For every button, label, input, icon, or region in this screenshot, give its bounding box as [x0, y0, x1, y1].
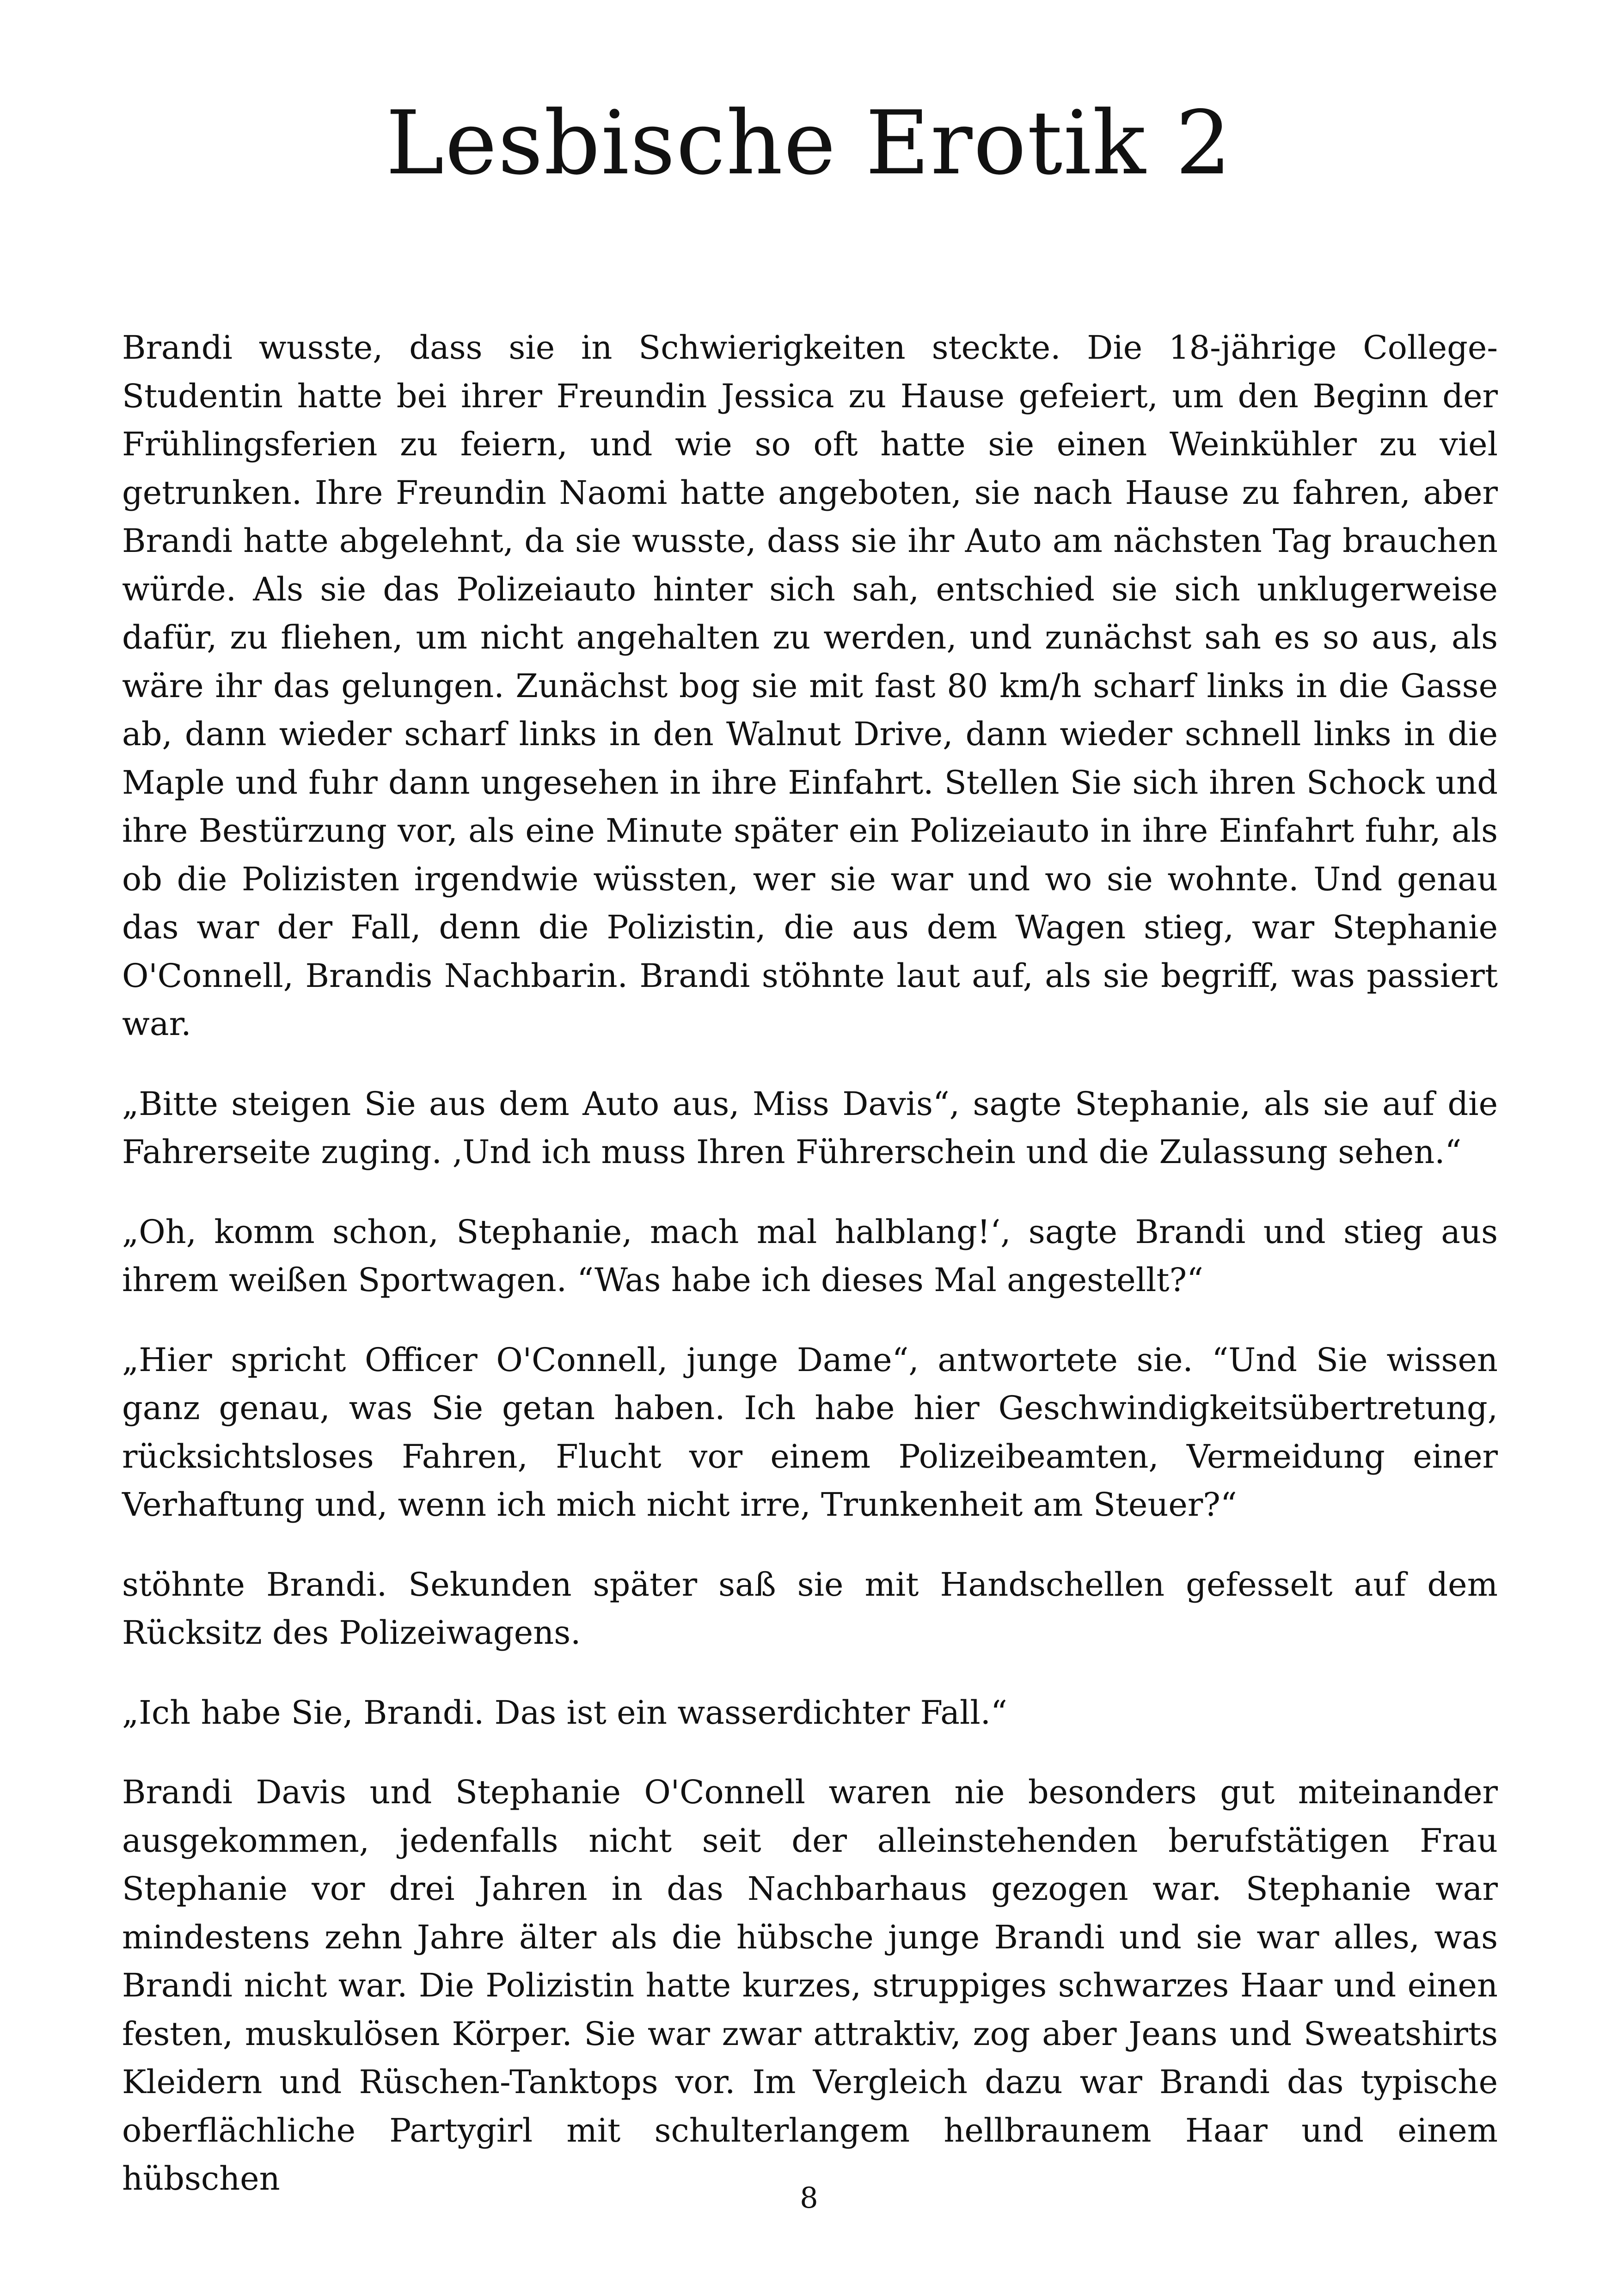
paragraph: Brandi wusste, dass sie in Schwierigkeiten steckte. Die 18-jährige College-Studentin hatte bei ihrer Freundin Jessica zu Hause gefeiert, um den Beginn der Frühlingsferien zu feiern, und wie so oft hatte sie einen Weinkühler zu viel getrunken. Ihre Freundin Naomi hatte angeboten, sie nach Hause zu fahren, aber Brandi hatte abgelehnt, da sie wusste, dass sie ihr Auto am nächsten Tag brauchen würde. Als sie das Polizeiauto hinter sich sah, entschied sie sich unklugerweise dafür, zu fliehen, um nicht angehalten zu werden, und zunächst sah es so aus, als wäre ihr das gelungen. Zunächst bog sie mit fast 80 km/h scharf links in die Gasse ab, dann wieder scharf links in den Walnut Drive, dann wieder schnell links in die Maple und fuhr dann ungesehen in ihre Einfahrt. Stellen Sie sich ihren Schock und ihre Bestürzung vor, als eine Minute später ein Polizeiauto in ihre Einfahrt fuhr, als ob die Polizisten irgendwie wüssten, wer sie war und wo sie wohnte. Und genau das war der Fall, denn die Polizistin, die aus dem Wagen stieg, war Stephanie O'Connell, Brandis Nachbarin. Brandi stöhnte laut auf, als sie begriff, was passiert war. [122, 329, 1498, 1043]
page-number: 8 [800, 2181, 818, 2215]
paragraph: „Oh, komm schon, Stephanie, mach mal halblang!‘, sagte Brandi und stieg aus ihrem weißen Sportwagen. “Was habe ich dieses Mal angestellt?“ [122, 1212, 1498, 1299]
body-text [122, 324, 1498, 2235]
paragraph: „Hier spricht Officer O'Connell, junge Dame“, antwortete sie. “Und Sie wissen ganz genau, was Sie getan haben. Ich habe hier Geschwindigkeitsübertretung, rücksichtsloses Fahren, Flucht vor einem Polizeibeamten, Vermeidung einer Verhaftung und, wenn ich mich nicht irre, Trunkenheit am Steuer?“ [122, 1341, 1498, 1524]
paragraph: stöhnte Brandi. Sekunden später saß sie mit Handschellen gefesselt auf dem Rücksitz des Polizeiwagens. [122, 1565, 1498, 1652]
paragraph: „Bitte steigen Sie aus dem Auto aus, Miss Davis“, sagte Stephanie, als sie auf die Fahrerseite zuging. ‚Und ich muss Ihren Führerschein und die Zulassung sehen.“ [122, 1084, 1498, 1171]
paragraph: „Ich habe Sie, Brandi. Das ist ein wasserdichter Fall.“ [122, 1693, 1007, 1732]
page-title: Lesbische Erotik 2 [386, 92, 1232, 194]
paragraph: Brandi Davis und Stephanie O'Connell waren nie besonders gut miteinander ausgekommen, jedenfalls nicht seit der alleinstehenden berufstätigen Frau Stephanie vor drei Jahren in das Nachbarhaus gezogen war. Stephanie war mindestens zehn Jahre älter als die hübsche junge Brandi und sie war alles, was Brandi nicht war. Die Polizistin hatte kurzes, struppiges schwarzes Haar und einen festen, muskulösen Körper. Sie war zwar attraktiv, zog aber Jeans und Sweatshirts Kleidern und Rüschen-Tanktops vor. Im Vergleich dazu war Brandi das typische oberflächliche Partygirl mit schulterlangem hellbraunem Haar und einem hübschen [122, 1773, 1498, 2198]
